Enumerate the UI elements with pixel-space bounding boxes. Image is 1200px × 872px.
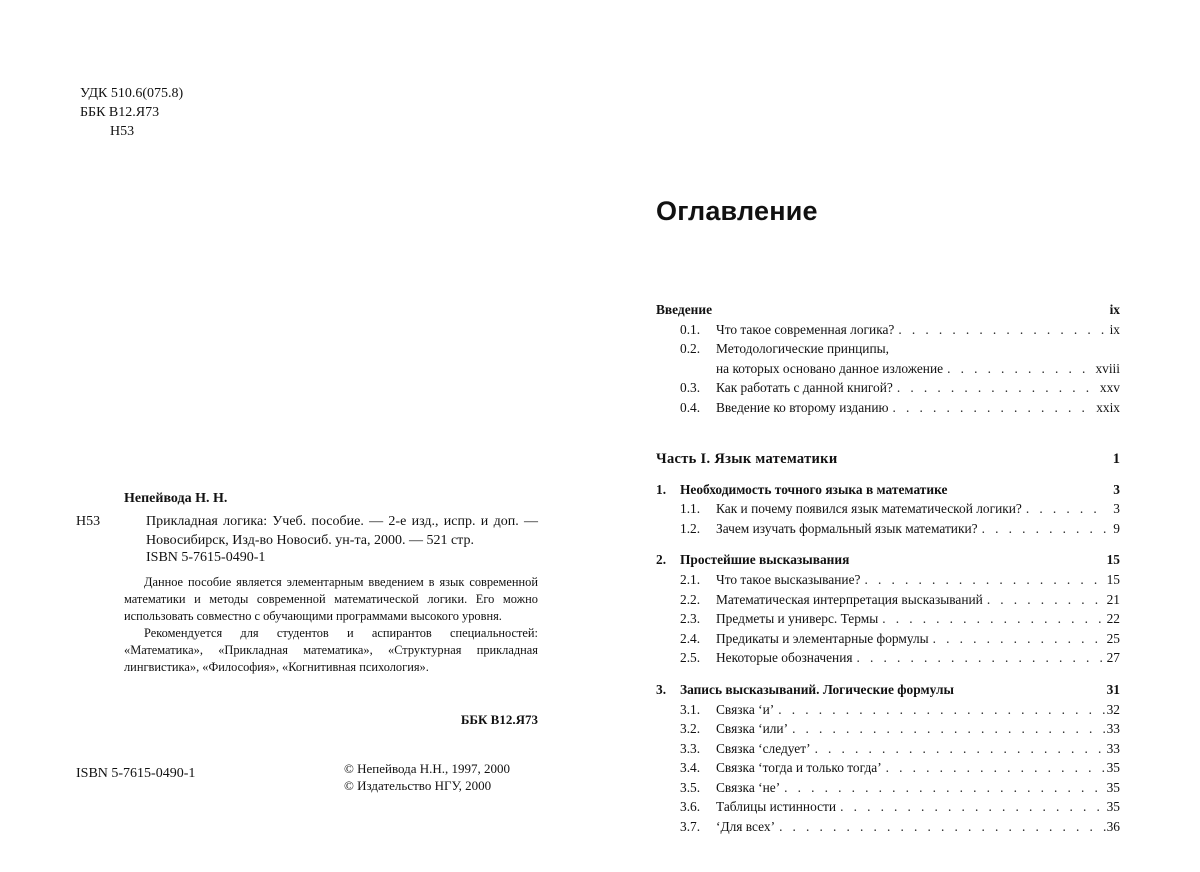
toc-chapter-title: Необходимость точного языка в математике [680, 481, 948, 497]
toc-page-number: 25 [1106, 630, 1120, 646]
toc-item-title: Таблицы истинности [716, 799, 837, 815]
toc-page-number: ix [1109, 321, 1120, 337]
toc-item[interactable] [656, 797, 1120, 817]
abstract-paragraph: Рекомендуется для студентов и аспирантов специальностей: «Математика», «Прикладная математика», «Структурная прикладная лингвистика», «Философия», «Когнитивная психология». [124, 626, 538, 674]
toc-leader-dots [836, 797, 1106, 817]
toc-item-title: Предметы и универс. Термы [716, 611, 879, 627]
toc-item-number: 2.4. [680, 630, 701, 646]
toc-page-number: 22 [1106, 611, 1120, 627]
toc-item[interactable] [656, 590, 1120, 610]
author-name: Непейвода Н. Н. [124, 491, 228, 506]
toc-leader-dots [929, 629, 1106, 649]
toc-item[interactable] [656, 739, 1120, 759]
toc-item-title: Связка ‘или’ [716, 721, 789, 737]
toc-page-number: 3 [1113, 501, 1120, 517]
toc-leader-dots [889, 398, 1097, 418]
toc-leader-dots [983, 590, 1106, 610]
udk-code: УДК 510.6(075.8) [80, 86, 184, 101]
toc-item[interactable] [656, 570, 1120, 590]
toc-item-title: Связка ‘не’ [716, 779, 781, 795]
toc-item[interactable] [656, 378, 1120, 398]
toc-item[interactable] [656, 320, 1120, 340]
classification-block [80, 84, 183, 141]
toc-item-title: Связка ‘и’ [716, 701, 775, 717]
toc-item-number: 2.5. [680, 650, 701, 666]
toc-item-number: 0.2. [680, 341, 701, 357]
toc-page-number: 15 [1106, 552, 1120, 568]
toc-item-number: 2.1. [680, 571, 701, 587]
toc-item[interactable] [656, 778, 1120, 798]
toc-leader-dots [1022, 499, 1106, 519]
page-title: Оглавление [656, 196, 818, 226]
toc-item[interactable] [656, 719, 1120, 739]
toc-item-number: 3.3. [680, 740, 701, 756]
bbk-code: ББК В12.Я73 [80, 105, 160, 120]
table-of-contents [656, 300, 1120, 837]
toc-page-number: 36 [1106, 819, 1120, 835]
toc-item-title: Методологические принципы, [716, 341, 889, 357]
toc-item-number: 3.1. [680, 701, 701, 717]
bbk-footer: ББК В12.Я73 [460, 712, 538, 727]
toc-section-intro[interactable] [656, 300, 1120, 320]
copyright-author: © Непейвода Н.Н., 1997, 2000 [344, 761, 511, 776]
isbn-footer: ISBN 5-7615-0490-1 [76, 766, 196, 781]
copyright-block [344, 760, 510, 794]
toc-chapter-number: 3. [656, 681, 667, 697]
toc-item-number: 3.7. [680, 819, 701, 835]
toc-item-title: Что такое высказывание? [716, 571, 861, 587]
toc-item[interactable] [656, 629, 1120, 649]
isbn-inline: ISBN 5-7615-0490-1 [146, 550, 266, 565]
toc-item-title: Введение ко второму изданию [716, 399, 889, 415]
toc-item[interactable] [656, 609, 1120, 629]
toc-item-number: 3.5. [680, 779, 701, 795]
toc-item-number: 0.4. [680, 399, 701, 415]
toc-page-number: 33 [1106, 740, 1120, 756]
toc-page-number: 3 [1113, 481, 1120, 497]
toc-section-title: Введение [656, 302, 713, 317]
toc-item-number: 0.1. [680, 321, 701, 337]
author-mark: Н53 [110, 124, 135, 139]
toc-page-number: xviii [1095, 360, 1120, 376]
toc-item[interactable] [656, 339, 1120, 359]
toc-leader-dots [978, 519, 1106, 539]
toc-item-number: 2.3. [680, 611, 701, 627]
toc-page-number: 35 [1106, 799, 1120, 815]
toc-item[interactable] [656, 700, 1120, 720]
toc-item-number: 1.1. [680, 501, 701, 517]
toc-page-number: 32 [1106, 701, 1120, 717]
author-mark-code: Н53 [76, 514, 101, 529]
toc-item-number: 2.2. [680, 591, 701, 607]
toc-chapter[interactable] [656, 550, 1120, 570]
toc-item[interactable] [656, 817, 1120, 837]
toc-leader-dots [853, 648, 1106, 668]
toc-part-title: Часть I. Язык математики [656, 450, 838, 467]
toc-page-number: 1 [1112, 450, 1120, 467]
toc-page-number: 21 [1106, 591, 1120, 607]
toc-leader-dots [811, 739, 1106, 759]
toc-page-number: 9 [1113, 520, 1120, 536]
toc-page-number: ix [1109, 302, 1120, 317]
toc-page-number: 15 [1106, 571, 1120, 587]
toc-page-number: 27 [1106, 650, 1120, 666]
toc-leader-dots [894, 320, 1106, 340]
copyright-publisher: © Издательство НГУ, 2000 [344, 778, 492, 793]
toc-leader-dots [882, 758, 1106, 778]
toc-leader-dots [893, 378, 1100, 398]
toc-leader-dots [860, 570, 1106, 590]
toc-item[interactable] [656, 758, 1120, 778]
abstract [124, 574, 538, 676]
toc-item-title: Зачем изучать формальный язык математики? [716, 520, 978, 536]
toc-item-title: Связка ‘следует’ [716, 740, 811, 756]
toc-item-number: 1.2. [680, 520, 701, 536]
toc-part[interactable] [656, 448, 1120, 470]
toc-item[interactable] [656, 398, 1120, 418]
toc-item-title: Как и почему появился язык математической логики? [716, 501, 1022, 517]
toc-chapter[interactable] [656, 480, 1120, 500]
abstract-paragraph: Данное пособие является элементарным введением в язык современной математики и методы современной математической логики. Его можно использовать совместно с обучающими программами высокого уровня. [124, 575, 538, 623]
toc-leader-dots [774, 700, 1106, 720]
toc-page-number: 33 [1106, 721, 1120, 737]
toc-item-number: 3.2. [680, 721, 701, 737]
toc-item-title: Предикаты и элементарные формулы [716, 630, 929, 646]
toc-chapter-title: Простейшие высказывания [680, 552, 850, 568]
bibliographic-description: Прикладная логика: Учеб. пособие. — 2-е изд., испр. и доп. — Новосибирск, Изд-во Новосиб. ун-та, 2000. — 521 стр. [146, 514, 538, 548]
toc-page-number: xxv [1099, 380, 1120, 396]
toc-item-continuation[interactable] [656, 359, 1120, 379]
toc-item-title-continuation: на которых основано данное изложение [716, 360, 944, 376]
toc-leader-dots [780, 778, 1106, 798]
toc-item[interactable] [656, 499, 1120, 519]
toc-page-number: 35 [1106, 760, 1120, 776]
toc-item-number: 3.4. [680, 760, 701, 776]
toc-page-number: xxix [1096, 399, 1120, 415]
toc-chapter-title: Запись высказываний. Логические формулы [680, 681, 954, 697]
toc-item[interactable] [656, 519, 1120, 539]
toc-item-title: Математическая интерпретация высказываний [716, 591, 983, 607]
toc-leader-dots [788, 719, 1106, 739]
toc-item-title: Как работать с данной книгой? [716, 380, 893, 396]
toc-page-number: 35 [1106, 779, 1120, 795]
toc-leader-dots [775, 817, 1106, 837]
toc-chapter[interactable] [656, 680, 1120, 700]
toc-page-number: 31 [1106, 681, 1120, 697]
toc-chapter-number: 1. [656, 481, 667, 497]
toc-chapter-number: 2. [656, 552, 667, 568]
toc-item-title: Связка ‘тогда и только тогда’ [716, 760, 882, 776]
toc-item-number: 3.6. [680, 799, 701, 815]
toc-item-title: Что такое современная логика? [716, 321, 895, 337]
toc-item-number: 0.3. [680, 380, 701, 396]
toc-leader-dots [878, 609, 1106, 629]
toc-item[interactable] [656, 648, 1120, 668]
toc-item-title: Некоторые обозначения [716, 650, 853, 666]
toc-item-title: ‘Для всех’ [716, 819, 776, 835]
toc-leader-dots [943, 359, 1095, 379]
